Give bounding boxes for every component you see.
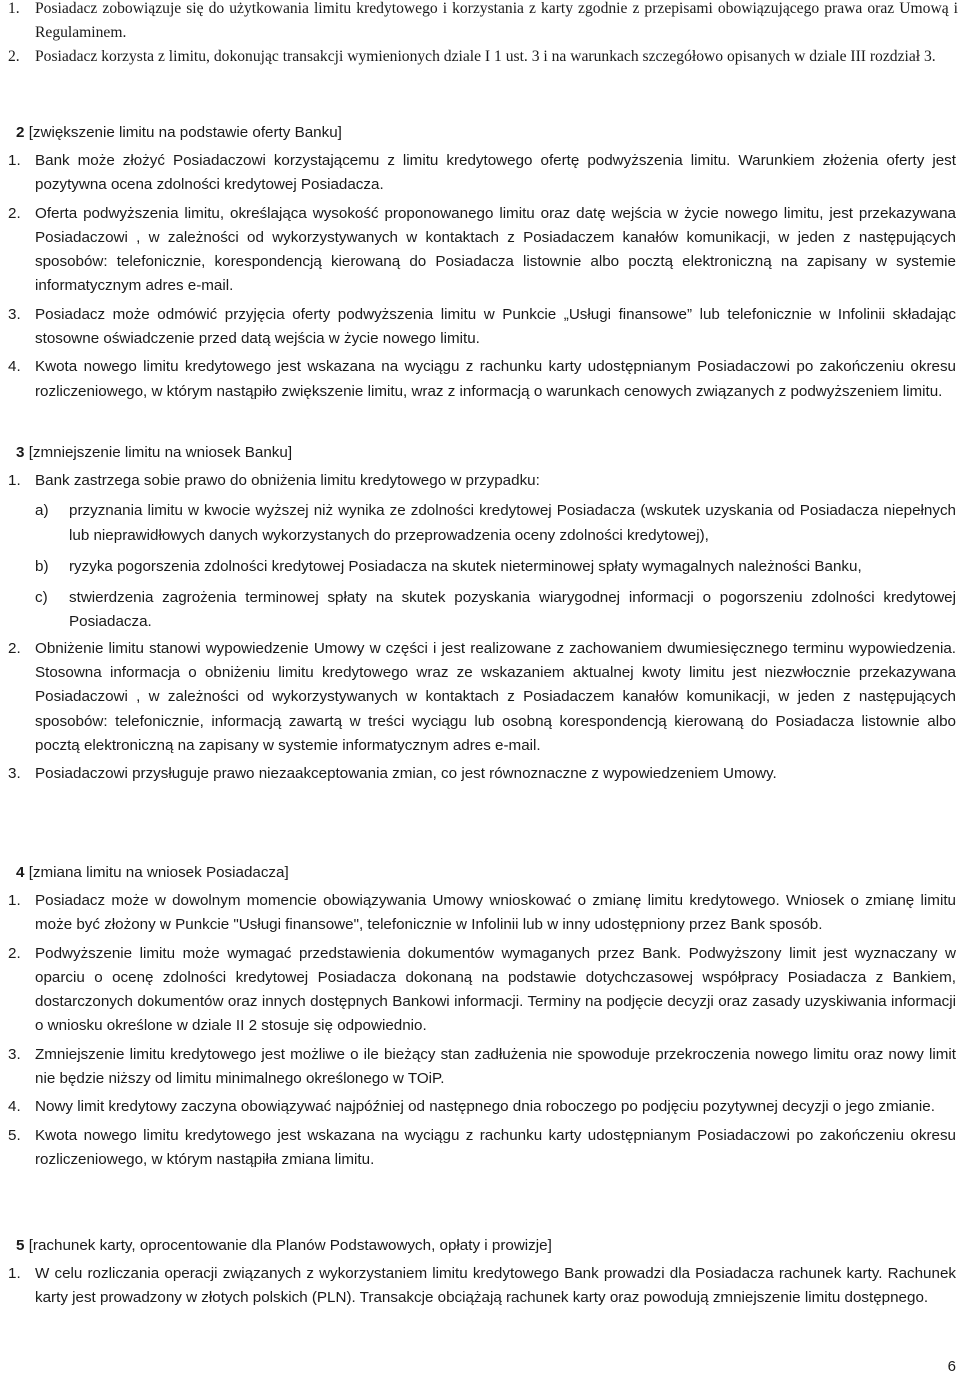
list-item: [0, 303, 958, 352]
section-number: 3: [16, 444, 25, 461]
item-text: Kwota nowego limitu kredytowego jest wskazana na wyciągu z rachunku karty udostępnianym Posiadaczowi po zakończeniu okresu rozliczeniowego, w którym nastąpiła zmiana limitu.: [35, 1126, 956, 1168]
item-text: Bank może złożyć Posiadaczowi korzystającemu z limitu kredytowego ofertę podwyższenia limitu. Warunkiem złożenia oferty jest pozytywna ocena zdolności kredytowej Posiadacza.: [35, 152, 956, 194]
item-number: 1.: [8, 152, 21, 169]
list-item: [0, 469, 958, 493]
list-item: [0, 637, 958, 758]
paragraph-1: [0, 0, 960, 46]
item-letter: c): [35, 589, 48, 607]
section-title: [zmniejszenie limitu na wniosek Banku]: [28, 444, 293, 461]
item-text: Posiadaczowi przysługuje prawo niezaakceptowania zmian, co jest równoznaczne z wypowiedzeniem Umowy.: [35, 765, 777, 783]
item-number: 2.: [8, 204, 21, 222]
list-item: [0, 1124, 958, 1173]
sub-list-item: [0, 555, 958, 579]
section-number: 4: [16, 864, 25, 881]
item-number: 2.: [8, 944, 21, 962]
section-title: [rachunek karty, oprocentowanie dla Planów Podstawowych, opłaty i prowizje]: [28, 1237, 552, 1254]
page-number: 6: [947, 1358, 956, 1375]
item-text: ryzyka pogorszenia zdolności kredytowej Posiadacza na skutek nieterminowej spłaty wymagalnych należności Banku,: [69, 557, 862, 575]
list-item: [0, 889, 958, 938]
item-text: Posiadacz może odmówić przyjęcia oferty podwyższenia limitu w Punkcie „Usługi finansowe” lub telefonicznie w Infolinii składając stosowne oświadczenie przed datą wejścia w życie nowego limitu.: [35, 305, 956, 348]
list-item: [0, 1095, 958, 1119]
item-text: przyznania limitu w kwocie wyższej niż wynika ze zdolności kredytowej Posiadacza (wskutek uzyskania od Posiadacza niepełnych lub nieprawidłowych danych wykorzystanych do przeprowadzenia oceny zdolności kredytowej),: [69, 502, 956, 544]
item-number: 3.: [8, 305, 21, 323]
paragraph-number: 2.: [8, 48, 20, 65]
section-heading-5: [0, 1234, 552, 1258]
item-number: 5.: [8, 1126, 21, 1144]
paragraph-2: [0, 45, 960, 69]
item-text: Obniżenie limitu stanowi wypowiedzenie Umowy w części i jest realizowane z zachowaniem dwumiesięcznego terminu wypowiedzenia. Stosowna informacja o obniżeniu limitu kredytowego wraz ze wskazaniem aktualnej kwoty limitu jest niezwłocznie przekazywana Posiadaczowi , w zależności od wykorzystywanych w kontaktach z Posiadaczem kanałów komunikacji, w jeden z następujących sposobów: telefonicznie, informacją zawartą w treści wyciągu lub osobną korespondencją kierowaną do Posiadacza listownie albo pocztą elektroniczną na zapisany w systemie informatycznym adres e-mail.: [35, 639, 956, 754]
section-heading-3: [0, 441, 292, 465]
item-text: Oferta podwyższenia limitu, określająca wysokość proponowanego limitu oraz datę wejścia w życie nowego limitu, jest przekazywana Posiadaczowi , w zależności od wykorzystywanych w kontaktach z Posiadaczem kanałów komunikacji, w jeden z następujących sposobów: telefonicznie, korespondencją kierowaną do Posiadacza listownie albo pocztą elektroniczną na zapisany w systemie informatycznym adres e-mail.: [35, 204, 956, 295]
item-number: 1.: [8, 892, 21, 909]
item-text: stwierdzenia zagrożenia terminowej spłaty na skutek pozyskania wiarygodnej informacji o pogorszeniu zdolności kredytowej Posiadacza.: [69, 589, 956, 631]
section-4-items: [0, 889, 958, 1172]
list-item: [0, 942, 958, 1039]
item-number: 3.: [8, 1045, 21, 1063]
item-text: Posiadacz może w dowolnym momencie obowiązywania Umowy wnioskować o zmianę limitu kredytowego. Wniosek o zmianę limitu może być złożony w Punkcie "Usługi finansowe", telefonicznie w Infolinii lub w inny udostępniony przez Bank sposób.: [35, 892, 956, 934]
paragraph-text: Posiadacz korzysta z limitu, dokonując transakcji wymienionych dziale I 1 ust. 3 i na warunkach szczegółowo opisanych w dziale III rozdział 3.: [35, 48, 936, 65]
section-number: 2: [16, 124, 25, 141]
item-text: Bank zastrzega sobie prawo do obniżenia limitu kredytowego w przypadku:: [35, 472, 540, 489]
item-text: W celu rozliczania operacji związanych z wykorzystaniem limitu kredytowego Bank prowadzi dla Posiadacza rachunek karty. Rachunek karty jest prowadzony w złotych polskich (PLN). Transakcje obciążają rachunek karty oraz powodują zmniejszenie limitu dostępnego.: [35, 1265, 956, 1307]
item-number: 1.: [8, 472, 21, 489]
list-item: [0, 1043, 958, 1092]
section-number: 5: [16, 1237, 25, 1254]
item-number: 1.: [8, 1265, 21, 1282]
item-text: Podwyższenie limitu może wymagać przedstawienia dokumentów wymaganych przez Bank. Podwyższony limit jest wyznaczany w oparciu o ocenę zdolności kredytowej Posiadacza dokonaną na podstawie dotychczasowej współpracy Posiadacza z Bankiem, dostarczonych dokumentów oraz innych dostępnych Bankowi informacji. Terminy na podjęcie decyzji oraz zasady uzyskiwania informacji o wniosku określone w dziale II 2 stosuje się odpowiednio.: [35, 944, 956, 1035]
item-letter: a): [35, 502, 49, 520]
section-heading-2: [0, 121, 342, 145]
item-text: Kwota nowego limitu kredytowego jest wskazana na wyciągu z rachunku karty udostępnianym Posiadaczowi po zakończeniu okresu rozliczeniowego, w którym nastąpiło zwiększenie limitu, wraz z informacją o warunkach cenowych związanych z podwyższeniem limitu.: [35, 358, 956, 400]
section-3-items: [0, 469, 958, 787]
item-number: 2.: [8, 639, 21, 657]
section-title: [zwiększenie limitu na podstawie oferty Banku]: [28, 124, 342, 141]
item-text: Nowy limit kredytowy zaczyna obowiązywać najpóźniej od następnego dnia roboczego po podjęciu pozytywnej decyzji o jego zmianie.: [35, 1098, 935, 1116]
section-heading-4: [0, 861, 289, 885]
item-number: 4.: [8, 358, 21, 376]
paragraph-text: Posiadacz zobowiązuje się do użytkowania limitu kredytowego i korzystania z karty zgodnie z przepisami obowiązującego prawa oraz Umową i Regulaminem.: [35, 0, 958, 42]
sub-list-item: [0, 499, 958, 548]
item-number: 4.: [8, 1098, 21, 1116]
list-item: [0, 355, 958, 404]
list-item: [0, 762, 958, 786]
list-item: [0, 149, 958, 198]
item-number: 3.: [8, 765, 21, 783]
item-text: Zmniejszenie limitu kredytowego jest możliwe o ile bieżący stan zadłużenia nie spowoduje przekroczenia nowego limitu oraz nowy limit nie będzie niższy od limitu minimalnego określonego w TOiP.: [35, 1045, 956, 1088]
paragraph-number: 1.: [8, 0, 20, 17]
section-5-items: [0, 1262, 958, 1311]
section-title: [zmiana limitu na wniosek Posiadacza]: [28, 864, 289, 881]
section-2-items: [0, 149, 958, 404]
sub-list-item: [0, 586, 958, 635]
item-letter: b): [35, 557, 49, 575]
list-item: [0, 1262, 958, 1311]
list-item: [0, 202, 958, 299]
